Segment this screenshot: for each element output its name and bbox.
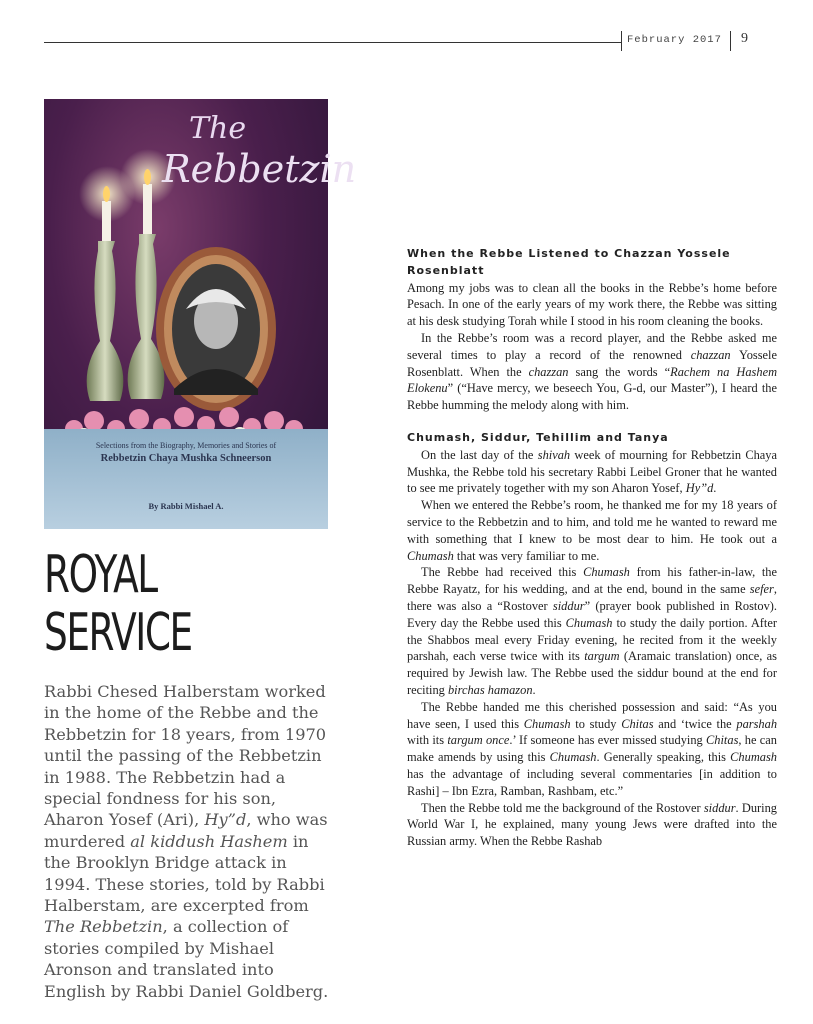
cover-subject: Rebbetzin Chaya Mushka Schneerson [100,453,272,464]
book-cover-image [44,99,357,529]
body-paragraph: The Rebbe handed me this cherished possession and said: “As you have seen, I used this Chumash to study Chitas and ‘twice the parshah with its targum once.’ If someone has ever missed studying Chitas, he can make amends by using this Chumash. Generally speaking, this Chumash has the advantage of including several commentaries [in addition to Rashi] – Ibn Ezra, Ramban, Rashbam, etc.” [407,699,778,798]
issue-date: February 2017 [627,34,722,46]
header-divider [730,31,731,51]
body-paragraph: Among my jobs was to clean all the books in the Rebbe’s home before Pesach. In one of the early years of my work there, the Rebbe was sitting at his desk studying Torah while I stood in his room cleaning the books. [407,280,777,329]
article-headline [44,546,192,662]
header-divider [621,31,622,51]
headline-line1: ROYAL [44,545,157,605]
body-paragraph: In the Rebbe’s room was a record player, and the Rebbe asked me several times to play a record of the renowned chazzan Yossele Rosenblatt. When the chazzan sang the words “Rachem na Hashem Elokenu” (“Have mercy, we beseech You, G-d, our Master”), I heard the Rebbe humming the melody along with him. [407,330,778,413]
article-body [407,246,777,850]
body-paragraph: When we entered the Rebbe’s room, he thanked me for my 18 years of service to the Rebbetzin and to him, and told me he wanted to reward me with something that I knew to be most dear to him. He took out a Chumash that was very familiar to me. [407,498,777,563]
body-paragraph: On the last day of the shivah week of mourning for Rebbetzin Chaya Mushka, the Rebbe told his secretary Rabbi Leibel Groner that he wanted to see me privately together with my son Aharon Yosef, Hy”d. [407,447,777,496]
headline-line2: SERVICE [44,603,192,663]
article-intro [44,681,334,1002]
header-rule [44,42,622,43]
cover-title-line1: The [189,111,247,146]
intro-paragraph: Rabbi Chesed Halberstam worked in the home of the Rebbe and the Rebbetzin for 18 years, from 1970 until the passing of the Rebbetzin in 1988. The Rebbetzin had a special fondness for his son, Aharon Yosef (Ari), Hy”d, who was murdered al kiddush Hashem in the Brooklyn Bridge attack in 1994. These stories, told by Rabbi Halberstam, are excerpted from The Rebbetzin, a collection of stories compiled by Mishael Aronson and translated into English by Rabbi Daniel Goldberg. [44,682,329,1001]
cover-subtitle: Selections from the Biography, Memories and Stories of [95,441,277,450]
body-paragraph: The Rebbe had received this Chumash from his father-in-law, the Rebbe Rayatz, for his wedding, and at the end, bound in the same sefer, there was also a “Rostover siddur” (prayer book published in Rostov). Every day the Rebbe used this Chumash to study the daily portion. After the Shabbos meal every Friday evening, he recited from it the weekly parshah, each verse twice with its targum (Aramaic translation) once, as required by Jewish law. The Rebbe used the siddur bound at the end for reciting birchas hamazon. [407,565,777,697]
section-heading: When the Rebbe Listened to Chazzan Yossele Rosenblatt [407,247,731,277]
body-paragraph: Then the Rebbe told me the background of the Rostover siddur. During World War I, he explained, many young Jews were drafted into the Russian army. When the Rebbe Rashab [407,800,777,849]
cover-author: By Rabbi Mishael A. [148,501,224,511]
section-heading: Chumash, Siddur, Tehillim and Tanya [407,430,669,444]
page-number: 9 [741,31,748,46]
cover-title-line2: Rebbetzin [162,147,357,191]
